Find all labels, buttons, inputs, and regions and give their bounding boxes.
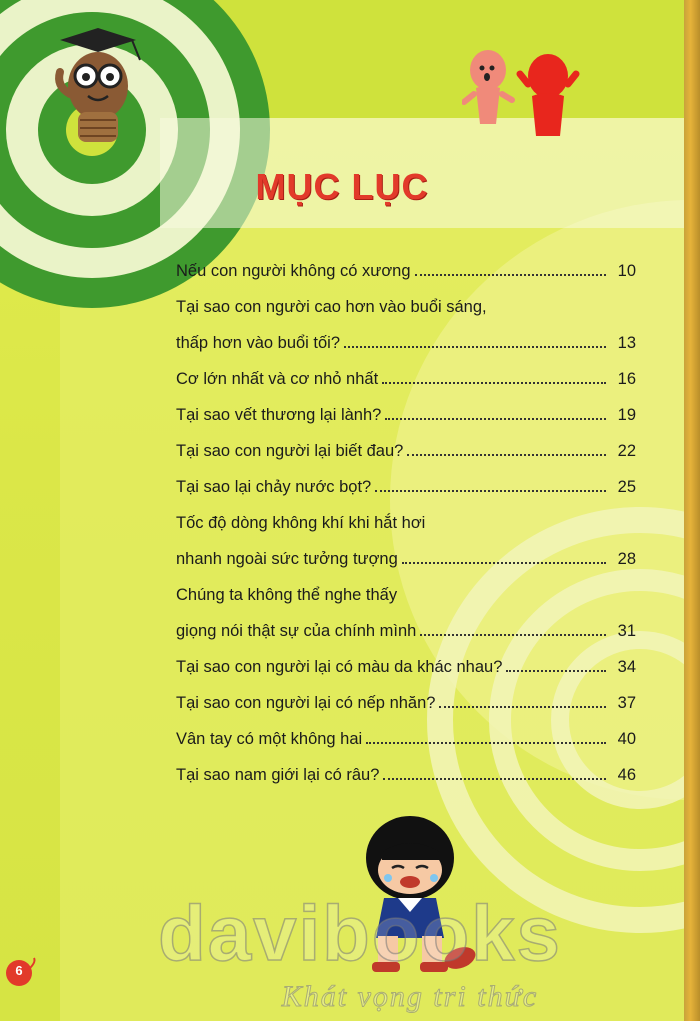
toc-entry: [176, 658, 636, 694]
toc-entry: [176, 262, 636, 298]
toc-entry: [176, 586, 636, 622]
toc-dot-leader: [382, 381, 606, 384]
book-spine-edge: [684, 0, 700, 1021]
toc-entry: [176, 694, 636, 730]
toc-entry-title: Tại sao vết thương lại lành?: [176, 406, 382, 424]
toc-entry: [176, 766, 636, 802]
red-figures-icon: [462, 44, 580, 142]
table-of-contents: [176, 262, 636, 802]
toc-entry-page-number: 13: [617, 334, 636, 352]
toc-entry-page-number: 25: [617, 478, 636, 496]
toc-entry: [176, 370, 636, 406]
toc-entry-title: Tại sao nam giới lại có râu?: [176, 766, 380, 784]
toc-entry-page-number: 16: [617, 370, 636, 388]
toc-entry-title: Tại sao con người lại có nếp nhăn?: [176, 694, 436, 712]
toc-entry-page-number: 37: [617, 694, 636, 712]
toc-dot-leader: [375, 489, 606, 492]
watermark-brand: davibooks: [158, 889, 562, 977]
toc-entry-page-number: 10: [617, 262, 636, 280]
toc-entry-page-number: 31: [617, 622, 636, 640]
toc-entry: [176, 406, 636, 442]
toc-dot-leader: [366, 741, 606, 744]
toc-entry: [176, 622, 636, 658]
toc-dot-leader: [385, 417, 606, 420]
toc-entry-title: Tại sao con người lại biết đau?: [176, 442, 404, 460]
toc-entry-title: Tại sao con người cao hơn vào buổi sáng,: [176, 298, 487, 316]
toc-entry-title: giọng nói thật sự của chính mình: [176, 622, 417, 640]
toc-entry-page-number: 40: [617, 730, 636, 748]
toc-dot-leader: [383, 777, 606, 780]
toc-entry-title: Cơ lớn nhất và cơ nhỏ nhất: [176, 370, 379, 388]
toc-entry-page-number: 22: [617, 442, 636, 460]
page-number: 6: [15, 963, 23, 978]
toc-entry-title: Tại sao lại chảy nước bọt?: [176, 478, 372, 496]
toc-entry-title: Tốc độ dòng không khí khi hắt hơi: [176, 514, 426, 532]
toc-dot-leader: [415, 273, 606, 276]
toc-dot-leader: [439, 705, 606, 708]
toc-entry: [176, 730, 636, 766]
toc-entry: [176, 478, 636, 514]
toc-entry-title: Nếu con người không có xương: [176, 262, 411, 280]
owl-graduate-icon: [48, 24, 148, 154]
toc-entry-page-number: 19: [617, 406, 636, 424]
toc-entry-title: Vân tay có một không hai: [176, 730, 363, 748]
toc-entry: [176, 442, 636, 478]
toc-entry-title: Chúng ta không thể nghe thấy: [176, 586, 398, 604]
toc-entry: [176, 514, 636, 550]
page-title: MỤC LỤC: [255, 166, 429, 208]
toc-dot-leader: [407, 453, 606, 456]
toc-entry-title: thấp hơn vào buổi tối?: [176, 334, 341, 352]
toc-dot-leader: [344, 345, 606, 348]
toc-entry: [176, 334, 636, 370]
toc-entry-title: Tại sao con người lại có màu da khác nhau?: [176, 658, 503, 676]
toc-dot-leader: [402, 561, 606, 564]
toc-dot-leader: [506, 669, 606, 672]
toc-entry: [176, 550, 636, 586]
watermark-tagline: Khát vọng tri thức: [281, 980, 539, 1013]
toc-dot-leader: [420, 633, 606, 636]
toc-entry-page-number: 28: [617, 550, 636, 568]
toc-entry-title: nhanh ngoài sức tưởng tượng: [176, 550, 398, 568]
toc-entry-page-number: 34: [617, 658, 636, 676]
toc-entry-page-number: 46: [617, 766, 636, 784]
toc-entry: [176, 298, 636, 334]
